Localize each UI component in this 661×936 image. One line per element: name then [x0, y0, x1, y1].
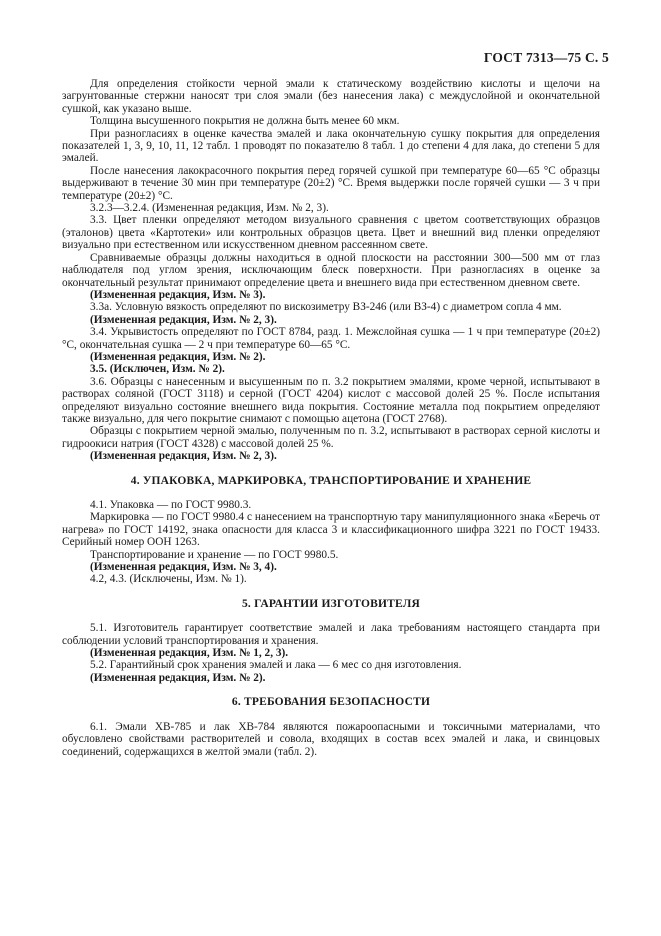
paragraph: 5.2. Гарантийный срок хранения эмалей и лака — 6 мес со дня изготовления.	[90, 659, 462, 672]
section-3-continuation	[62, 78, 600, 463]
paragraph: Сравниваемые образцы должны находиться в одной плоскости на расстоянии 300—500 мм от глаз наблюдателя под углом зрения, исключающим блеск поверхности. При разногласиях в оценке за окончательный результат принимают определение цвета и внешнего вида при естественном дневном свете.	[62, 251, 600, 289]
paragraph: Толщина высушенного покрытия не должна быть менее 60 мкм.	[90, 115, 400, 128]
paragraph: 3.3а. Условную вязкость определяют по вискозиметру ВЗ-246 (или ВЗ-4) с диаметром сопла 4 мм.	[90, 301, 562, 314]
paragraph: 5.1. Изготовитель гарантирует соответствие эмалей и лака требованиям настоящего стандарта при соблюдении условий транспортирования и хранения.	[62, 622, 600, 647]
paragraph: 3.3. Цвет пленки определяют методом визуального сравнения с цветом соответствующих образцов (эталонов) цвета «Картотеки» или контрольных образцов цвета. Цвет и внешний вид пленки определяют визуально при естественном или искусственном дневном рассеянном свете.	[62, 214, 600, 252]
amendment-note: (Измененная редакция, Изм. № 3).	[90, 288, 266, 301]
document-body	[62, 78, 600, 758]
paragraph: Для определения стойкости черной эмали к статическому воздействию кислоты и щелочи на загрунтованные стержни наносят три слоя эмали (без нанесения лака) с междуслойной и окончательной сушкой, как указано выше.	[62, 78, 600, 115]
paragraph: 3.2.3—3.2.4. (Измененная редакция, Изм. № 2, 3).	[90, 202, 329, 215]
paragraph: 4.2, 4.3. (Исключены, Изм. № 1).	[90, 573, 247, 586]
paragraph: 6.1. Эмали ХВ-785 и лак ХВ-784 являются пожароопасными и токсичными материалами, что обусловлено свойствами растворителей и совола, входящих в состав всех эмалей и лака, и свинцовых соединений, содержащихся в желтой эмали (табл. 2).	[62, 720, 600, 758]
paragraph: 4.1. Упаковка — по ГОСТ 9980.3.	[90, 499, 252, 511]
amendment-note: (Измененная редакция, Изм. № 2, 3).	[90, 450, 277, 463]
paragraph: Образцы с покрытием черной эмалью, полученным по п. 3.2, испытывают в растворах серной кислоты и гидроокиси натрия (ГОСТ 4328) с массовой долей 25 %.	[62, 425, 600, 450]
paragraph: Транспортирование и хранение — по ГОСТ 9980.5.	[90, 548, 339, 561]
paragraph: При разногласиях в оценке качества эмалей и лака окончательную сушку покрытия для определения показателей 1, 3, 9, 10, 11, 12 табл. 1 проводят по показателю 8 табл. 1 до степени 4 для лака, до степени 5 для эмалей.	[62, 127, 600, 165]
section-5-body	[62, 622, 600, 684]
section-4-title: 4. УПАКОВКА, МАРКИРОВКА, ТРАНСПОРТИРОВАНИЕ И ХРАНЕНИЕ	[130, 474, 532, 487]
paragraph: Маркировка — по ГОСТ 9980.4 с нанесением на транспортную тару манипуляционного знака «Беречь от нагрева» по ГОСТ 14192, знака опасности для класса 3 и классификационного шифра 3221 по ГОСТ 19433. Серийный номер ООН 1263.	[62, 511, 600, 549]
amendment-note: (Измененная редакция, Изм. № 1, 2, 3).	[90, 647, 289, 660]
amendment-note: (Измененная редакция, Изм. № 3, 4).	[90, 561, 277, 574]
paragraph: После нанесения лакокрасочного покрытия перед горячей сушкой при температуре 60—65 °С образцы выдерживают в течение 30 мин при температуре (20±2) °С. Время выдержки после горячей сушки — 3 ч при температуре (20±2) °С.	[62, 164, 600, 202]
amendment-note: (Измененная редакция, Изм. № 2, 3).	[90, 313, 277, 326]
page-header: ГОСТ 7313—75 С. 5	[483, 50, 609, 65]
amendment-note: (Измененная редакция, Изм. № 2).	[90, 671, 266, 684]
section-5-title: 5. ГАРАНТИИ ИЗГОТОВИТЕЛЯ	[241, 597, 421, 610]
section-4-body	[62, 499, 600, 586]
amendment-note: (Измененная редакция, Изм. № 2).	[90, 350, 266, 363]
section-6-body	[62, 721, 600, 758]
paragraph: 3.6. Образцы с нанесенным и высушенным по п. 3.2 покрытием эмалями, кроме черной, испытывают в растворах соляной (ГОСТ 3118) и серной (ГОСТ 4204) кислот с массовой долей 25 %. После испытания определяют визуально состояние внешнего вида покрытия. Состояние металла под покрытием определяют также визуально, для чего покрытие снимают с помощью ацетона (ГОСТ 2768).	[62, 375, 600, 425]
section-6-title: 6. ТРЕБОВАНИЯ БЕЗОПАСНОСТИ	[231, 696, 431, 709]
paragraph: 3.4. Укрывистость определяют по ГОСТ 8784, разд. 1. Межслойная сушка — 1 ч при температуре (20±2) °С, окончательная сушка — 2 ч при температуре 60—65 °С.	[62, 326, 600, 351]
amendment-note: 3.5. (Исключен, Изм. № 2).	[90, 363, 225, 376]
